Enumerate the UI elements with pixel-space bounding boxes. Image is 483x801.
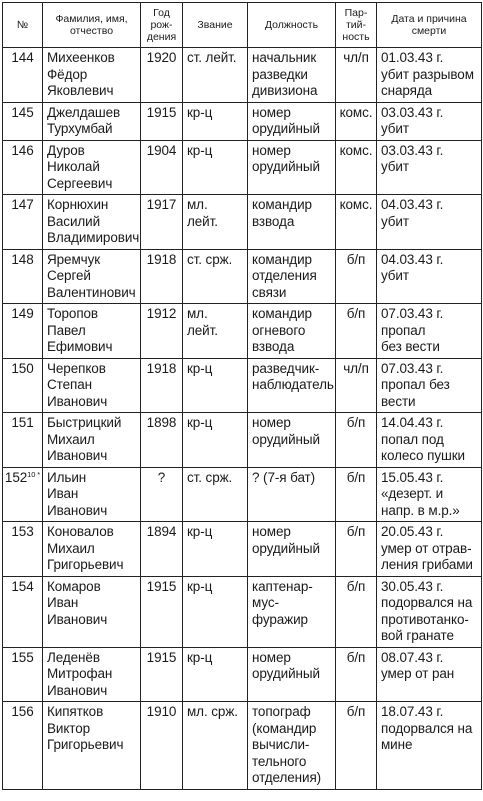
row-number-cell (3, 576, 43, 647)
death-date-cause: 08.07.43 г. умер от ран (377, 647, 482, 702)
table-row (3, 358, 482, 413)
birth-year: 1898 (141, 413, 183, 468)
row-number: 149 (11, 306, 34, 321)
row-number: 151 (11, 415, 34, 430)
party-membership: б/п (336, 702, 377, 790)
party-membership: б/п (336, 647, 377, 702)
party-membership: чл/п (336, 358, 377, 413)
row-number-cell (3, 48, 43, 103)
position: номер орудийный (248, 522, 336, 577)
position: номер орудийный (248, 647, 336, 702)
row-number: 153 (11, 524, 34, 539)
death-date-cause: 04.03.43 г. убит (377, 249, 482, 304)
rank: ст. лейт. (183, 48, 248, 103)
table-row (3, 48, 482, 103)
full-name: Ильин Иван Иванович (43, 467, 141, 522)
death-date-cause: 07.03.43 г. пропал без вести (377, 358, 482, 413)
row-number-cell (3, 195, 43, 250)
row-number-cell (3, 413, 43, 468)
rank: кр-ц (183, 140, 248, 195)
position: ? (7-я бат) (248, 467, 336, 522)
table-row (3, 467, 482, 522)
party-membership: чл/п (336, 48, 377, 103)
row-number-cell (3, 522, 43, 577)
death-date-cause: 01.03.43 г. убит разрывом снаряда (377, 48, 482, 103)
table-row (3, 576, 482, 647)
header-birth-year: Год рож- дения (141, 3, 183, 48)
position: командир отделения связи (248, 249, 336, 304)
rank: кр-ц (183, 102, 248, 140)
casualty-table (2, 2, 482, 790)
position: номер орудийный (248, 413, 336, 468)
full-name: Джелдашев Турхумбай (43, 102, 141, 140)
row-number-cell (3, 467, 43, 522)
row-number: 147 (11, 197, 34, 212)
row-number: 156 (11, 704, 34, 719)
table-row (3, 304, 482, 359)
row-number: 150 (11, 360, 34, 376)
row-number-cell (3, 304, 43, 359)
full-name: Комаров Иван Иванович (43, 576, 141, 647)
header-death: Дата и причина смерти (377, 3, 482, 48)
casualty-list-page (2, 2, 481, 790)
table-body (3, 48, 482, 790)
rank: кр-ц (183, 647, 248, 702)
row-number-cell (3, 102, 43, 140)
rank: кр-ц (183, 358, 248, 413)
party-membership: б/п (336, 467, 377, 522)
rank: мл. лейт. (183, 304, 248, 359)
death-date-cause: 20.05.43 г. умер от отрав- ления грибами (377, 522, 482, 577)
death-date-cause: 03.03.43 г. убит (377, 102, 482, 140)
header-number: № (3, 3, 43, 48)
party-membership: комс. (336, 195, 377, 250)
row-number: 152 (4, 469, 28, 485)
rank: кр-ц (183, 413, 248, 468)
table-row (3, 102, 482, 140)
table-row (3, 140, 482, 195)
row-number: 146 (11, 142, 34, 158)
table-row (3, 195, 482, 250)
death-date-cause: 07.03.43 г. пропал без вести (377, 304, 482, 359)
birth-year: 1912 (141, 304, 183, 359)
party-membership: б/п (336, 576, 377, 647)
full-name: Быстрицкий Михаил Иванович (43, 413, 141, 468)
header-rank: Звание (183, 3, 248, 48)
table-row (3, 522, 482, 577)
death-date-cause: 03.03.43 г. убит (377, 140, 482, 195)
row-number: 148 (11, 251, 34, 267)
row-number: 154 (11, 578, 34, 594)
row-number-cell (3, 140, 43, 195)
position: начальник разведки дивизиона (248, 48, 336, 103)
row-number-cell (3, 358, 43, 413)
birth-year: ? (141, 467, 183, 522)
death-date-cause: 14.04.43 г. попал под колесо пушки (377, 413, 482, 468)
position: номер орудийный (248, 140, 336, 195)
position: каптенар- мус- фуражир (248, 576, 336, 647)
full-name: Черепков Степан Иванович (43, 358, 141, 413)
row-number: 144 (11, 50, 34, 65)
party-membership: комс. (336, 102, 377, 140)
rank: мл. лейт. (183, 195, 248, 250)
row-number-cell (3, 702, 43, 790)
party-membership: комс. (336, 140, 377, 195)
party-membership: б/п (336, 304, 377, 359)
birth-year: 1918 (141, 358, 183, 413)
table-row (3, 249, 482, 304)
party-membership: б/п (336, 249, 377, 304)
row-number: 155 (11, 649, 34, 665)
position: командир огневого взвода (248, 304, 336, 359)
birth-year: 1915 (141, 647, 183, 702)
death-date-cause: 18.07.43 г. подорвался на мине (377, 702, 482, 790)
birth-year: 1918 (141, 249, 183, 304)
full-name: Торопов Павел Ефимович (43, 304, 141, 359)
full-name: Коновалов Михаил Григорьевич (43, 522, 141, 577)
birth-year: 1910 (141, 702, 183, 790)
birth-year: 1915 (141, 576, 183, 647)
rank: ст. срж. (183, 467, 248, 522)
header-row (3, 3, 482, 48)
table-row (3, 647, 482, 702)
table-row (3, 413, 482, 468)
position: разведчик- наблюдатель (248, 358, 336, 413)
footnote-marker: 10 * (27, 469, 41, 479)
death-date-cause: 04.03.43 г. убит (377, 195, 482, 250)
rank: кр-ц (183, 576, 248, 647)
full-name: Корнюхин Василий Владимирович (43, 195, 141, 250)
table-row (3, 702, 482, 790)
full-name: Михеенков Фёдор Яковлевич (43, 48, 141, 103)
rank: ст. срж. (183, 249, 248, 304)
full-name: Дуров Николай Сергеевич (43, 140, 141, 195)
birth-year: 1904 (141, 140, 183, 195)
birth-year: 1894 (141, 522, 183, 577)
row-number: 145 (11, 104, 34, 120)
header-party: Пар- тий- ность (336, 3, 377, 48)
party-membership: б/п (336, 522, 377, 577)
header-position: Должность (248, 3, 336, 48)
position: топограф (командир вычисли- тельного отделения) (248, 702, 336, 790)
full-name: Яремчук Сергей Валентинович (43, 249, 141, 304)
header-name: Фамилия, имя, отчество (43, 3, 141, 48)
row-number-cell (3, 647, 43, 702)
party-membership: б/п (336, 413, 377, 468)
table-header (3, 3, 482, 48)
death-date-cause: 15.05.43 г. «дезерт. и напр. в м.р.» (377, 467, 482, 522)
rank: кр-ц (183, 522, 248, 577)
full-name: Леденёв Митрофан Иванович (43, 647, 141, 702)
birth-year: 1917 (141, 195, 183, 250)
birth-year: 1915 (141, 102, 183, 140)
death-date-cause: 30.05.43 г. подорвался на противотанко- вой гранате (377, 576, 482, 647)
full-name: Кипятков Виктор Григорьевич (43, 702, 141, 790)
row-number-cell (3, 249, 43, 304)
birth-year: 1920 (141, 48, 183, 103)
position: командир взвода (248, 195, 336, 250)
rank: мл. срж. (183, 702, 248, 790)
position: номер орудийный (248, 102, 336, 140)
